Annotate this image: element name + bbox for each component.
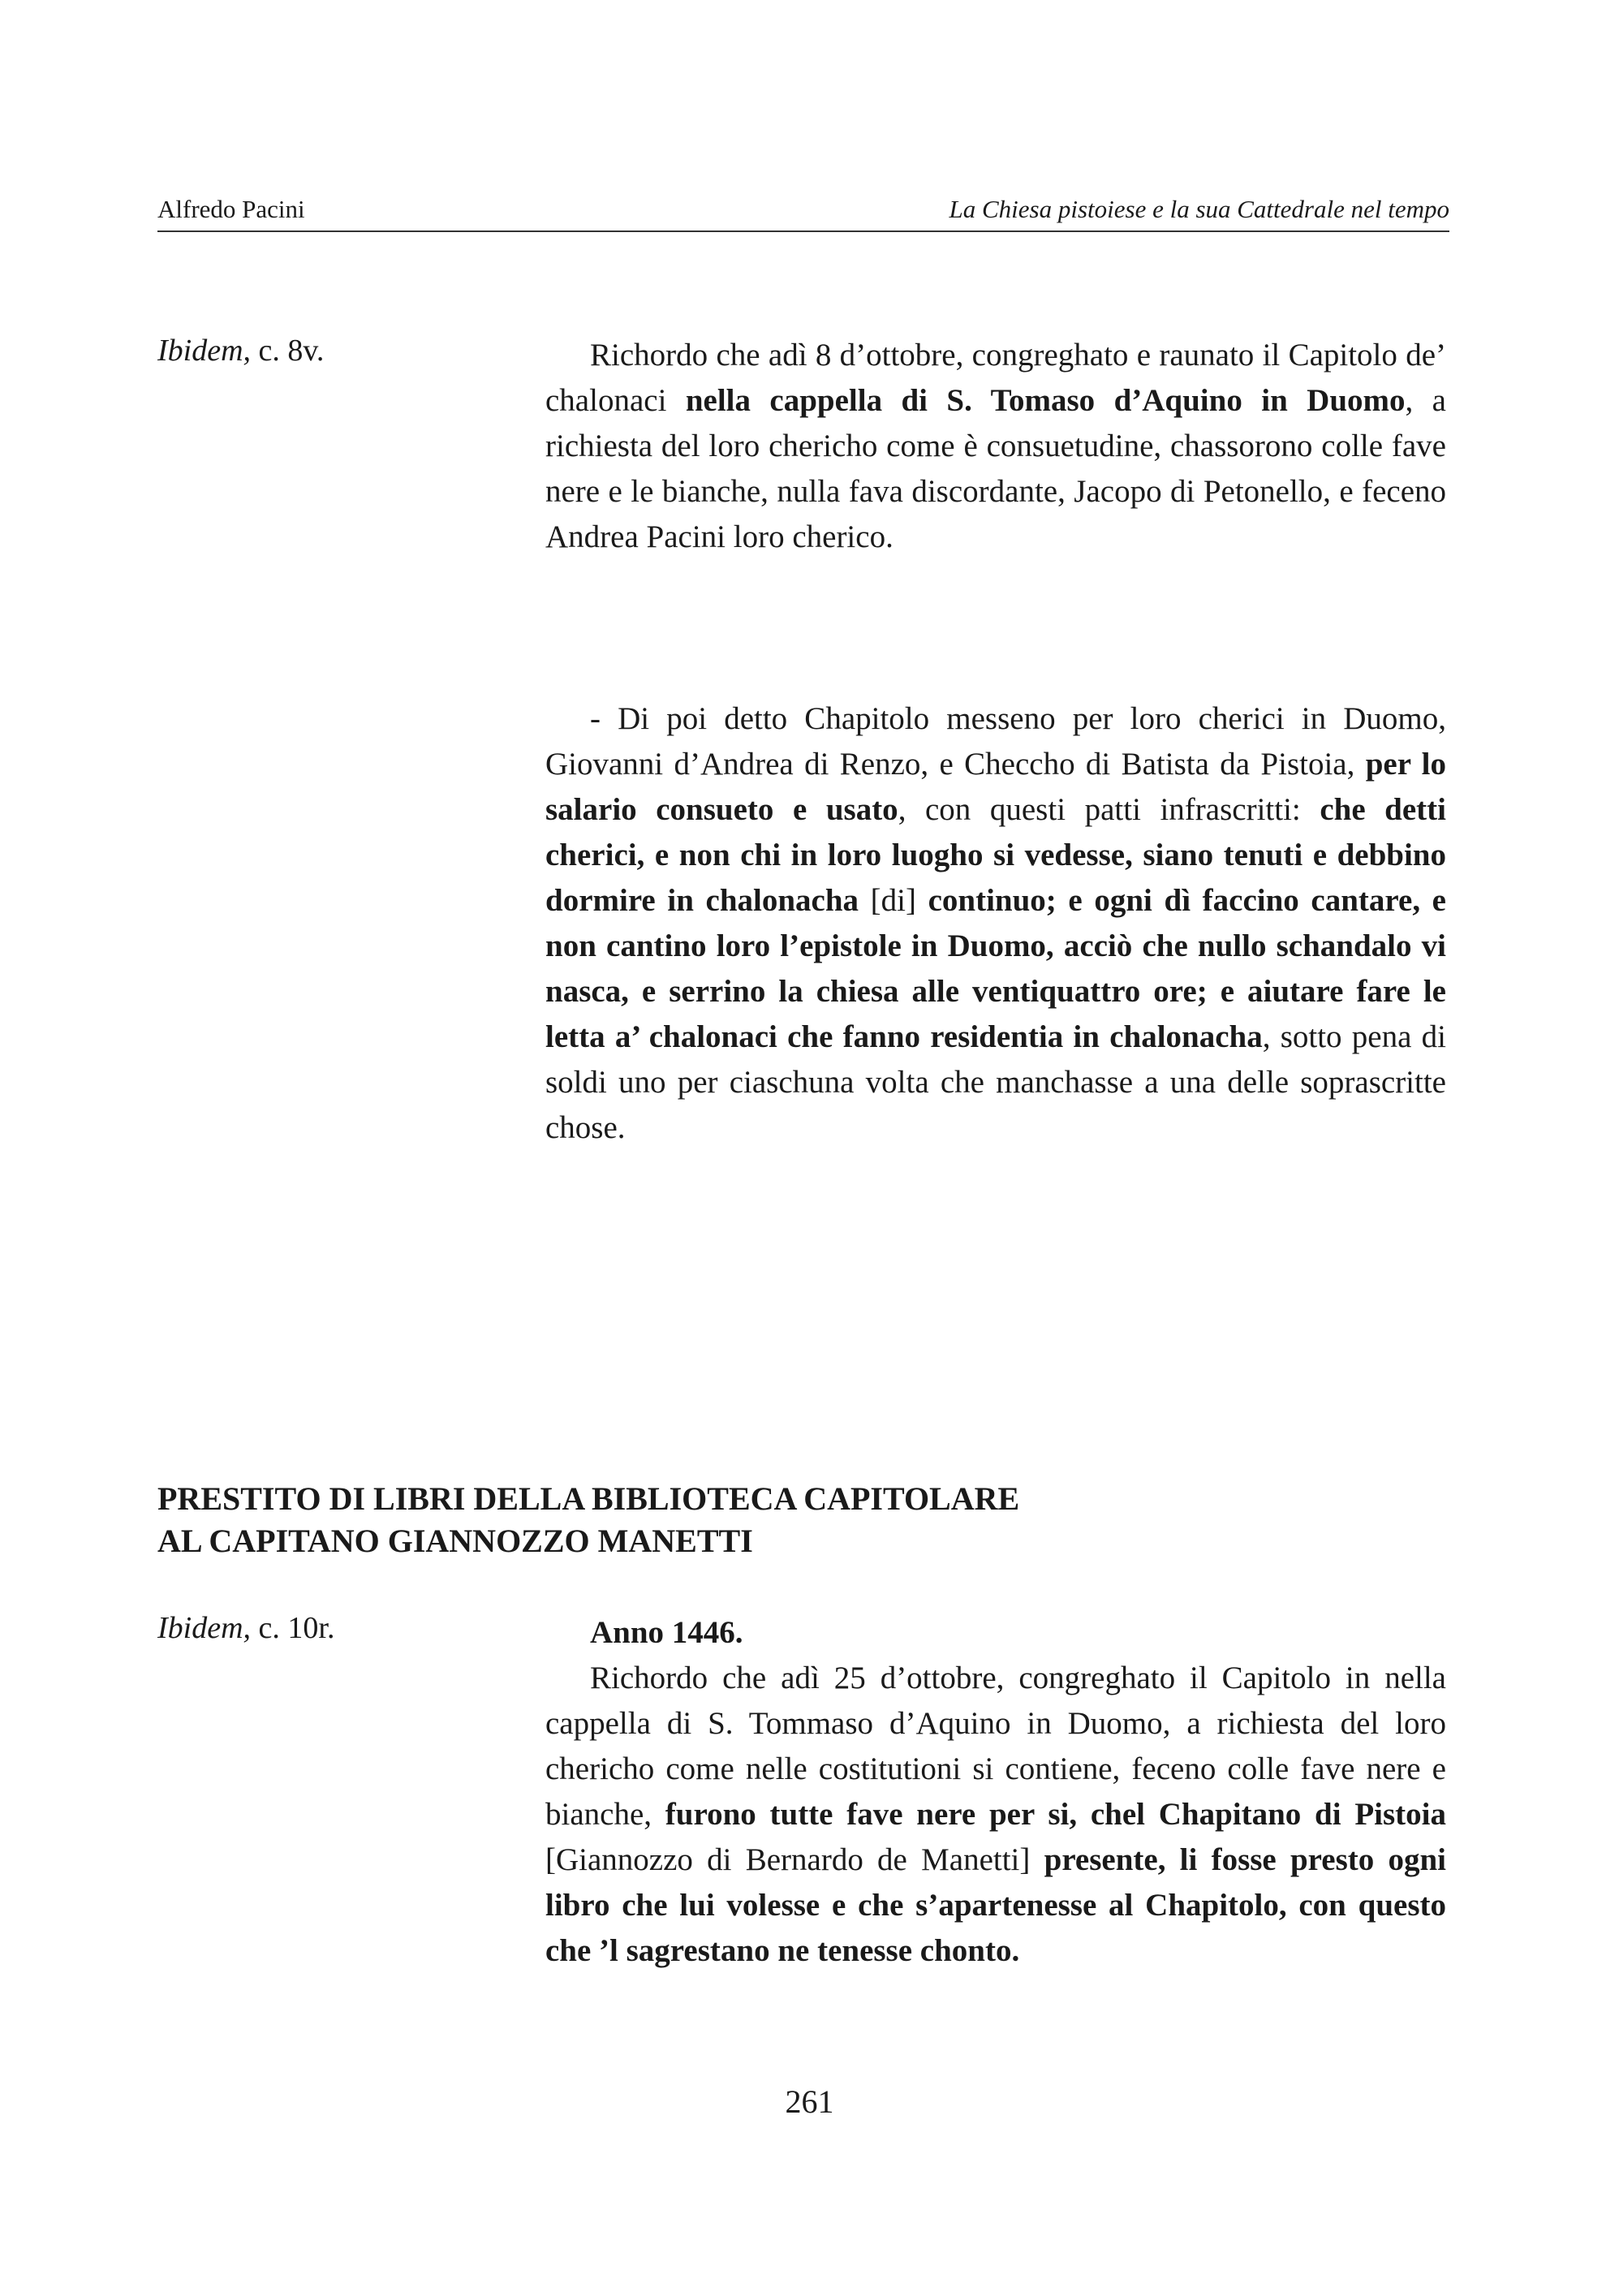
source-reference-1 [157,333,324,368]
text-run: [di] [859,883,928,918]
running-header [157,192,1449,232]
year-heading: Anno 1446. [590,1615,743,1650]
text-run: - Di poi detto Chapitolo messeno per loro cherici in Duomo, Giovanni d’Andrea di Renzo, e Checcho di Batista da Pistoia, [545,701,1446,782]
bold-run: per lo salario consueto e usato [545,747,1446,827]
source-reference-2-folio: c. 10r. [251,1611,335,1645]
source-reference-2-italic: Ibidem, [157,1611,252,1645]
bold-run: nella cappella di S. Tomaso d’Aquino in Duomo [685,383,1406,418]
section-heading-line-1: PRESTITO DI LIBRI DELLA BIBLIOTECA CAPITOLARE [157,1480,1020,1517]
bold-run: continuo; e ogni dì faccino cantare, e non cantino loro l’epistole in Duomo, acciò che nullo schandalo vi nasca, e serrino la chiesa alle ventiquattro ore; e aiutare fare le letta a’ chalonaci che fanno residentia in chalonacha [545,883,1446,1054]
entry-2-paragraph-1 [545,1656,1446,1974]
bold-run: furono tutte fave nere per si, chel Chapitano di Pistoia [665,1797,1447,1832]
section-heading [157,1478,1212,1562]
text-run: [Giannozzo di Bernardo de Manetti] [545,1842,1044,1877]
page-number: 261 [785,2083,834,2120]
text-run: , a richiesta del loro chericho come è consuetudine, chassorono colle fave nere e le bianche, nulla fava discordante, Jacopo di Petonello, e feceno Andrea Pacini loro cherico. [545,383,1446,554]
source-reference-1-italic: Ibidem, [157,334,252,368]
entry-1-text [545,333,1446,1151]
bold-run: presente, li fosse presto ogni libro che lui volesse e che s’apartenesse al Chapitolo, con questo che ’l sagrestano ne tenesse chonto. [545,1842,1446,1968]
entry-2-text [545,1610,1446,1974]
bold-run: che detti cherici, e non chi in loro luogho si vedesse, siano tenuti e debbino dormire in chalonacha [545,792,1446,918]
text-run: , con questi patti infrascritti: [898,792,1320,827]
header-book-title: La Chiesa pistoiese e la sua Cattedrale nel tempo [949,195,1449,223]
text-run: Richordo che adì 25 d’ottobre, congreghato il Capitolo in nella cappella di S. Tommaso d’Aquino in Duomo, a richiesta del loro chericho come nelle costitutioni si contiene, feceno colle fave nere e bianche, [545,1661,1446,1832]
entry-1-paragraph-2 [545,696,1446,1151]
section-heading-line-2: AL CAPITANO GIANNOZZO MANETTI [157,1523,753,1559]
source-reference-1-folio: c. 8v. [251,334,325,368]
text-run: Richordo che adì 8 d’ottobre, congreghato e raunato il Capitolo de’ chalonaci [545,338,1446,418]
entry-1-paragraph-1 [545,333,1446,560]
source-reference-2 [157,1610,334,1646]
header-author: Alfredo Pacini [157,195,305,223]
text-run: , sotto pena di soldi uno per ciaschuna volta che manchasse a una delle soprascritte chose. [545,1019,1446,1145]
